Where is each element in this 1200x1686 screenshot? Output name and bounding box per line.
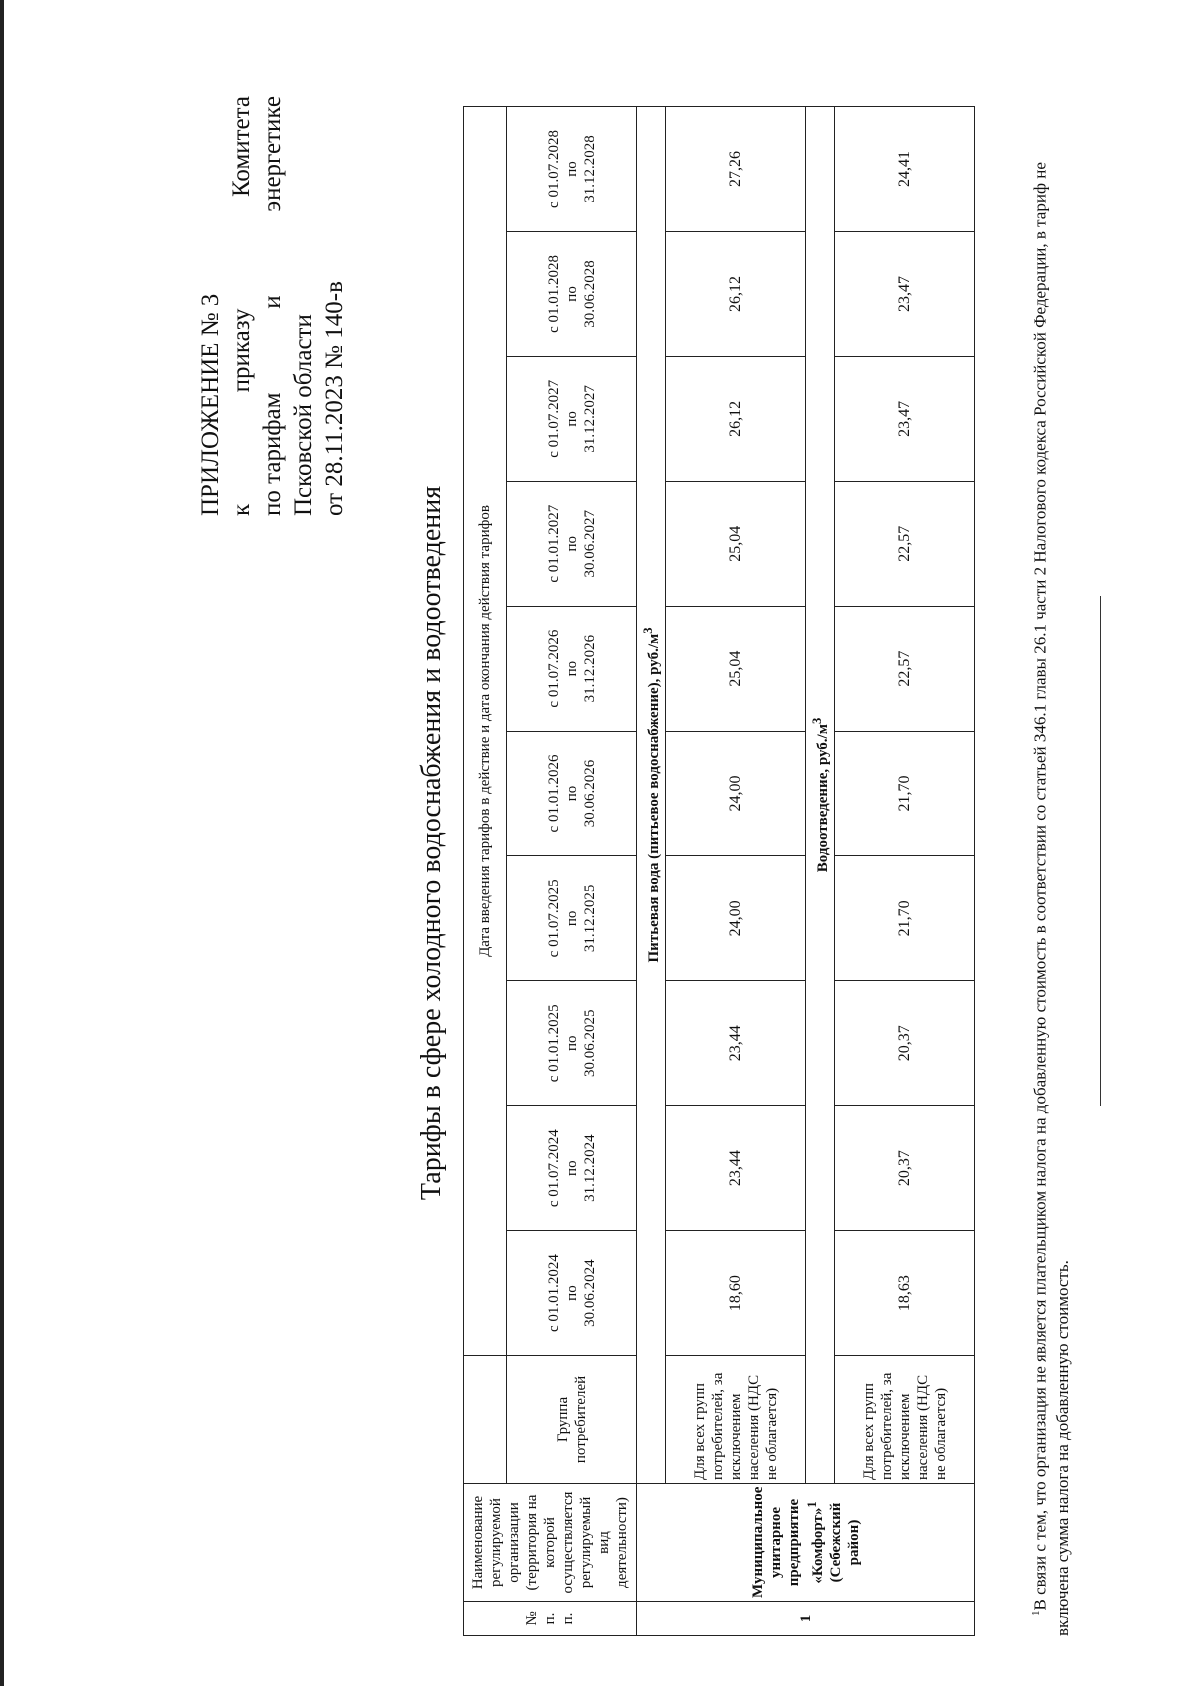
tariff-value: 23,44 bbox=[666, 1106, 806, 1231]
footnote-divider bbox=[1100, 596, 1101, 1106]
period-cell: с 01.07.2024 по 31.12.2024 bbox=[507, 1106, 637, 1231]
period-cell: с 01.07.2027 по 31.12.2027 bbox=[507, 356, 637, 481]
tariff-value: 23,47 bbox=[835, 231, 975, 356]
period-cell: с 01.07.2026 по 31.12.2026 bbox=[507, 606, 637, 731]
period-cell: с 01.01.2027 по 30.06.2027 bbox=[507, 481, 637, 606]
footnote: $^1$В связи с тем, что организация не является плательщиком налога на добавленную стоимость в соответствии со статьей 346.1 главы 26.1 части 2 Налогового кодекса Российской Федерации, в тариф не включена сумма налога на добавленную стоимость. bbox=[1030, 162, 1072, 1636]
tariff-value: 24,00 bbox=[666, 731, 806, 856]
tariff-value: 26,12 bbox=[666, 231, 806, 356]
appendix-header bbox=[195, 96, 350, 516]
appendix-line-5: от 28.11.2023 № 140-в bbox=[321, 281, 348, 516]
col-organization-header: Наименование регулируемой организации (территория на которой осуществляется регулируемый вид деятельности) bbox=[464, 1484, 637, 1602]
period-cell: с 01.01.2026 по 30.06.2026 bbox=[507, 731, 637, 856]
period-cell: с 01.07.2028 по 31.12.2028 bbox=[507, 107, 637, 232]
table-row bbox=[835, 107, 975, 1636]
appendix-number: ПРИЛОЖЕНИЕ № 3 bbox=[197, 293, 224, 516]
section-drinking-water bbox=[637, 107, 666, 1636]
tariff-value: 25,04 bbox=[666, 481, 806, 606]
tariff-value: 23,47 bbox=[835, 356, 975, 481]
header-blank bbox=[464, 1356, 507, 1484]
col-group-header: Группа потребителей bbox=[507, 1356, 637, 1484]
tariff-value: 27,26 bbox=[666, 107, 806, 232]
appendix-line-4: Псковской области bbox=[290, 314, 317, 516]
table-period-row bbox=[507, 107, 637, 1636]
period-cell: с 01.01.2028 по 30.06.2028 bbox=[507, 231, 637, 356]
section-wastewater bbox=[806, 107, 835, 1636]
consumer-group: Для всех групп потребителей, за исключением населения (НДС не облагается) bbox=[666, 1356, 806, 1484]
period-cell: с 01.01.2024 по 30.06.2024 bbox=[507, 1231, 637, 1356]
tariff-value: 20,37 bbox=[835, 1106, 975, 1231]
tariff-value: 24,41 bbox=[835, 107, 975, 232]
section-title: Питьевая вода (питьевое водоснабжение), $руб./м^3$ bbox=[637, 107, 666, 1484]
tariff-value: 20,37 bbox=[835, 981, 975, 1106]
table-row bbox=[666, 107, 806, 1636]
tariff-value: 21,70 bbox=[835, 856, 975, 981]
tariff-table bbox=[463, 106, 975, 1636]
consumer-group: Для всех групп потребителей, за исключением населения (НДС не облагается) bbox=[835, 1356, 975, 1484]
tariff-value: 22,57 bbox=[835, 481, 975, 606]
document-title: Тарифы в сфере холодного водоснабжения и водоотведения bbox=[416, 485, 447, 1201]
tariff-value: 26,12 bbox=[666, 356, 806, 481]
appendix-line-2: к приказу Комитета bbox=[228, 96, 255, 516]
organization-name: Муниципальное унитарное предприятие «Комфорт»$^1$ (Себежский район) bbox=[637, 1484, 975, 1602]
table-header-row bbox=[464, 107, 507, 1636]
row-number: 1 bbox=[637, 1602, 975, 1636]
appendix-line-3: по тарифам и энергетике bbox=[259, 96, 286, 516]
tariff-value: 18,60 bbox=[666, 1231, 806, 1356]
tariff-value: 23,44 bbox=[666, 981, 806, 1106]
period-cell: с 01.01.2025 по 30.06.2025 bbox=[507, 981, 637, 1106]
tariff-value: 18,63 bbox=[835, 1231, 975, 1356]
tariff-value: 21,70 bbox=[835, 731, 975, 856]
tariff-value: 24,00 bbox=[666, 856, 806, 981]
period-cell: с 01.07.2025 по 31.12.2025 bbox=[507, 856, 637, 981]
section-title: Водоотведение, $руб./м^3$ bbox=[806, 107, 835, 1484]
tariff-value: 25,04 bbox=[666, 606, 806, 731]
col-number-header: № п. п. bbox=[464, 1602, 637, 1636]
col-dates-header: Дата введения тарифов в действие и дата окончания действия тарифов bbox=[464, 107, 507, 1356]
tariff-value: 22,57 bbox=[835, 606, 975, 731]
